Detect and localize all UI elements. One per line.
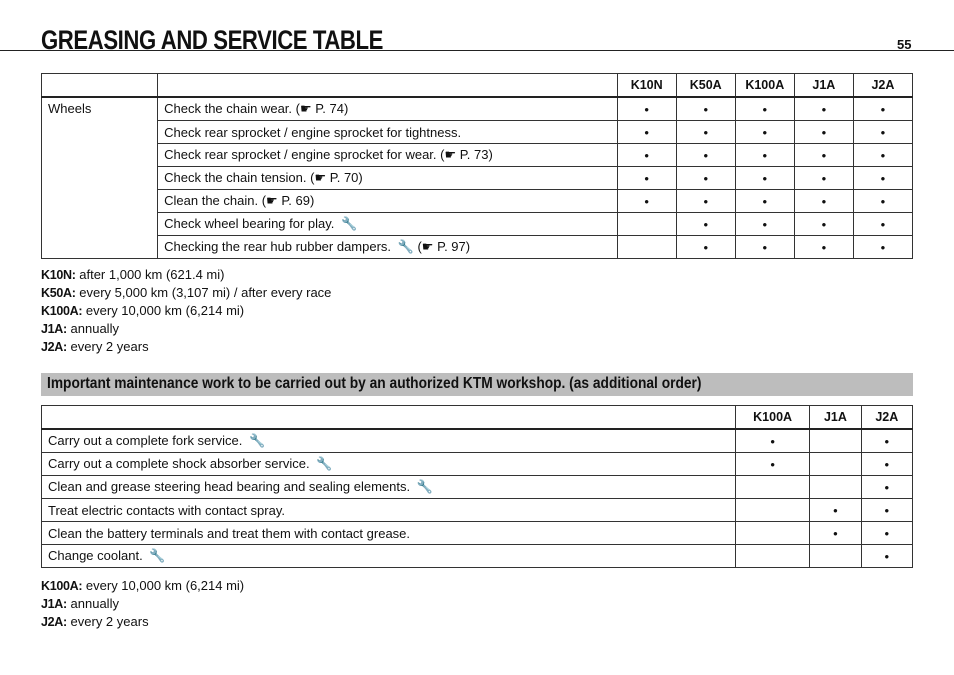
table-header-row xyxy=(42,406,913,430)
interval-mark xyxy=(736,499,810,522)
interval-mark: • xyxy=(853,97,912,121)
interval-mark xyxy=(617,213,676,236)
interval-mark: • xyxy=(735,97,794,121)
wrench-icon: 🔧 xyxy=(341,216,358,231)
table-row xyxy=(42,236,913,259)
section-heading: Important maintenance work to be carried out by an authorized KTM workshop. (as additional order) xyxy=(47,375,702,392)
interval-mark: • xyxy=(861,429,912,453)
interval-mark: • xyxy=(794,167,853,190)
interval-mark: • xyxy=(735,213,794,236)
interval-mark: • xyxy=(736,429,810,453)
interval-legend xyxy=(41,266,331,356)
table-row xyxy=(42,121,913,144)
activity-cell: Check wheel bearing for play. 🔧 xyxy=(158,213,618,236)
page-title: GREASING AND SERVICE TABLE xyxy=(41,25,383,55)
table-row xyxy=(42,190,913,213)
service-table-wheels xyxy=(41,73,913,259)
page-reference[interactable]: P. 70 xyxy=(329,170,359,185)
interval-mark: • xyxy=(794,213,853,236)
section-heading-bar xyxy=(41,373,913,396)
interval-mark: • xyxy=(810,522,861,545)
interval-mark: • xyxy=(853,190,912,213)
interval-mark xyxy=(736,545,810,568)
interval-mark: • xyxy=(617,167,676,190)
column-header: K100A xyxy=(735,74,794,98)
pointing-hand-icon: ☛ xyxy=(421,239,434,254)
activity-cell: Carry out a complete fork service. 🔧 xyxy=(42,429,736,453)
interval-mark: • xyxy=(676,190,735,213)
page-reference[interactable]: P. 73 xyxy=(459,147,489,162)
interval-mark xyxy=(617,236,676,259)
pointing-hand-icon: ☛ xyxy=(314,170,327,185)
interval-mark: • xyxy=(735,144,794,167)
table-row xyxy=(42,499,913,522)
wrench-icon: 🔧 xyxy=(316,456,333,471)
interval-legend xyxy=(41,577,244,631)
interval-mark: • xyxy=(861,522,912,545)
legend-item: K50A: every 5,000 km (3,107 mi) / after every race xyxy=(41,285,332,300)
activity-cell: Check rear sprocket / engine sprocket for tightness. xyxy=(158,121,618,144)
activity-cell: Clean the battery terminals and treat them with contact grease. xyxy=(42,522,736,545)
wrench-icon: 🔧 xyxy=(397,239,414,254)
table-row xyxy=(42,522,913,545)
table-row xyxy=(42,429,913,453)
interval-mark: • xyxy=(676,121,735,144)
page-reference[interactable]: P. 97 xyxy=(437,239,466,254)
activity-cell: Carry out a complete shock absorber service. 🔧 xyxy=(42,453,736,476)
interval-mark: • xyxy=(735,167,794,190)
activity-cell: Check rear sprocket / engine sprocket for wear. (☛ P. 73) xyxy=(158,144,618,167)
interval-mark: • xyxy=(853,167,912,190)
column-header: J1A xyxy=(810,406,861,430)
interval-mark: • xyxy=(736,453,810,476)
activity-cell: Checking the rear hub rubber dampers. 🔧 (☛ P. 97) xyxy=(158,236,618,259)
column-header: K50A xyxy=(676,74,735,98)
interval-mark: • xyxy=(861,453,912,476)
interval-mark: • xyxy=(794,121,853,144)
table-header-row xyxy=(42,74,913,98)
legend-item: J2A: every 2 years xyxy=(41,614,149,629)
page-reference[interactable]: P. 74 xyxy=(315,101,344,116)
service-table-workshop xyxy=(41,405,913,568)
interval-mark xyxy=(736,476,810,499)
table-row xyxy=(42,545,913,568)
interval-mark: • xyxy=(617,190,676,213)
table-row xyxy=(42,453,913,476)
interval-mark: • xyxy=(676,97,735,121)
page-number: 55 xyxy=(897,37,912,52)
interval-mark: • xyxy=(853,236,912,259)
interval-mark xyxy=(810,476,861,499)
page-reference[interactable]: P. 69 xyxy=(281,193,310,208)
legend-item: J1A: annually xyxy=(41,596,119,611)
activity-cell: Check the chain tension. (☛ P. 70) xyxy=(158,167,618,190)
interval-mark: • xyxy=(794,236,853,259)
table-row xyxy=(42,213,913,236)
interval-mark: • xyxy=(617,97,676,121)
interval-mark: • xyxy=(676,236,735,259)
legend-item: K100A: every 10,000 km (6,214 mi) xyxy=(41,303,245,318)
wrench-icon: 🔧 xyxy=(248,433,266,448)
interval-mark: • xyxy=(853,121,912,144)
column-header: K10N xyxy=(617,74,676,98)
interval-mark: • xyxy=(735,190,794,213)
legend-item: K10N: after 1,000 km (621.4 mi) xyxy=(41,267,225,282)
interval-mark: • xyxy=(794,144,853,167)
column-header: J2A xyxy=(861,406,912,430)
table-row xyxy=(42,144,913,167)
activity-cell: Clean and grease steering head bearing and sealing elements. 🔧 xyxy=(42,476,736,499)
interval-mark: • xyxy=(676,167,735,190)
interval-mark: • xyxy=(794,97,853,121)
column-header: J2A xyxy=(853,74,912,98)
column-header: K100A xyxy=(736,406,810,430)
interval-mark: • xyxy=(735,236,794,259)
pointing-hand-icon: ☛ xyxy=(299,101,312,116)
interval-mark: • xyxy=(676,144,735,167)
header-empty-cell xyxy=(158,74,618,98)
interval-mark: • xyxy=(794,190,853,213)
header-empty-cell xyxy=(42,406,736,430)
interval-mark: • xyxy=(617,144,676,167)
interval-mark: • xyxy=(861,476,912,499)
category-cell: Wheels xyxy=(42,97,158,259)
interval-mark xyxy=(810,429,861,453)
table-row xyxy=(42,167,913,190)
legend-item: K100A: every 10,000 km (6,214 mi) xyxy=(41,578,245,593)
pointing-hand-icon: ☛ xyxy=(444,147,457,162)
interval-mark: • xyxy=(861,499,912,522)
legend-item: J1A: annually xyxy=(41,321,119,336)
legend-item: J2A: every 2 years xyxy=(41,339,149,354)
table-row xyxy=(42,476,913,499)
activity-cell: Clean the chain. (☛ P. 69) xyxy=(158,190,618,213)
activity-cell: Check the chain wear. (☛ P. 74) xyxy=(158,97,618,121)
interval-mark xyxy=(736,522,810,545)
interval-mark: • xyxy=(853,144,912,167)
table-row xyxy=(42,97,913,121)
wrench-icon: 🔧 xyxy=(416,479,433,494)
interval-mark: • xyxy=(735,121,794,144)
interval-mark: • xyxy=(861,545,912,568)
activity-cell: Change coolant. 🔧 xyxy=(42,545,736,568)
activity-cell: Treat electric contacts with contact spray. xyxy=(42,499,736,522)
column-header: J1A xyxy=(794,74,853,98)
interval-mark: • xyxy=(617,121,676,144)
interval-mark: • xyxy=(676,213,735,236)
interval-mark: • xyxy=(853,213,912,236)
pointing-hand-icon: ☛ xyxy=(266,193,278,208)
interval-mark xyxy=(810,453,861,476)
title-rule xyxy=(0,50,954,51)
interval-mark: • xyxy=(810,499,861,522)
wrench-icon: 🔧 xyxy=(149,548,166,563)
interval-mark xyxy=(810,545,861,568)
header-empty-cell xyxy=(42,74,158,98)
